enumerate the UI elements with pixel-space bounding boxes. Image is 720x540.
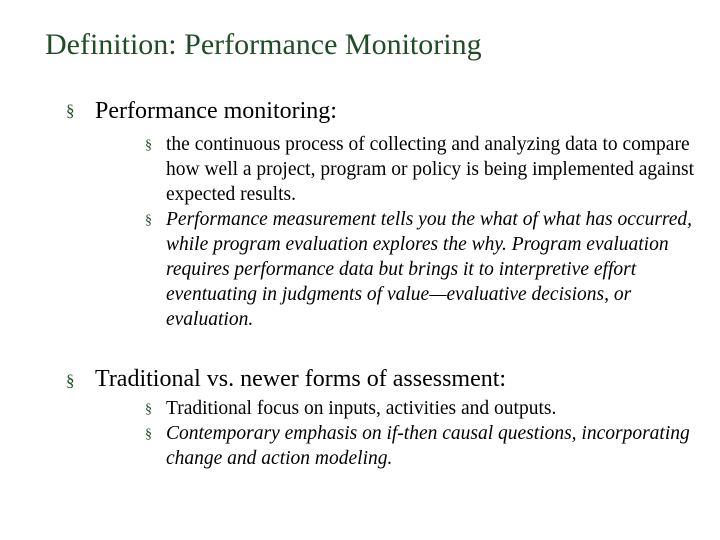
sub-bullet-contemporary-emphasis: Contemporary emphasis on if-then causal questions, incorporating change and action modeling. <box>166 423 690 469</box>
sub-bullet-marker: § <box>145 138 152 153</box>
sub-bullet-marker: § <box>145 213 152 228</box>
bullet-marker: § <box>66 371 75 390</box>
section-heading-performance-monitoring: Performance monitoring: <box>95 98 337 124</box>
sub-bullet-marker: § <box>145 402 152 417</box>
sub-bullet-measurement-vs-evaluation: Performance measurement tells you the what of what has occurred, while program evaluation explores the why. Program evaluation requires performance data but brings it to interpretive effort eventuating in judgments of value—evaluative decisions, or evaluation. <box>166 209 693 330</box>
sub-bullet-definition: the continuous process of collecting and analyzing data to compare how well a project, program or policy is being implemented against expected results. <box>166 134 694 205</box>
slide-title: Definition: Performance Monitoring <box>45 28 482 61</box>
section-heading-assessment-forms: Traditional vs. newer forms of assessment: <box>95 366 507 392</box>
bullet-marker: § <box>66 101 75 120</box>
sub-bullet-marker: § <box>145 427 152 442</box>
sub-bullet-traditional-focus: Traditional focus on inputs, activities and outputs. <box>166 398 557 419</box>
